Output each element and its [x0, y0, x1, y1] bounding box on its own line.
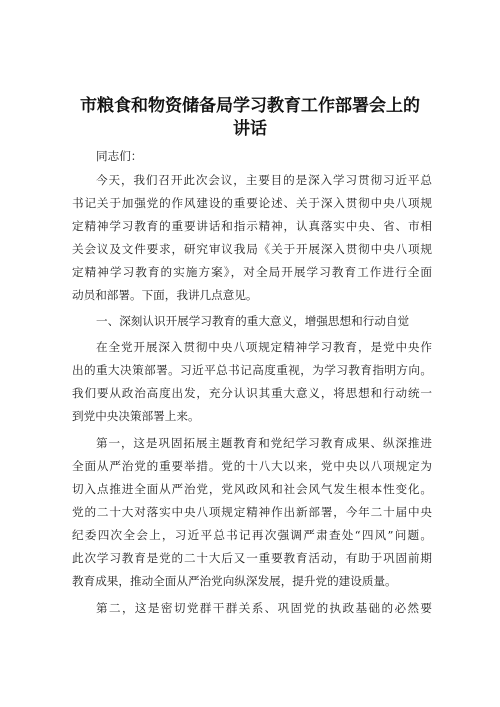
paragraph-line: 定精神学习教育的重要讲话和指示精神，认真落实中央、省、市相	[72, 219, 432, 233]
paragraph-line: 党的二十大对落实中央八项规定精神作出新部署，今年二十届中央	[72, 505, 432, 519]
paragraph-line: 今天，我们召开此次会议，主要目的是深入学习贯彻习近平总	[96, 173, 432, 187]
paragraph-line: 第一，这是巩固拓展主题教育和党纪学习教育成果、纵深推进	[96, 436, 432, 450]
paragraph-line: 定精神学习教育的实施方案》，对全局开展学习教育工作进行全面	[72, 265, 432, 279]
paragraph-line: 出的重大决策部署。习近平总书记高度重视，为学习教育指明方向。	[72, 363, 432, 377]
paragraph-line: 此次学习教育是党的二十大后又一重要教育活动，有助于巩固前期	[72, 551, 432, 565]
paragraph-line: 全面从严治党的重要举措。党的十八大以来，党中央以八项规定为	[72, 459, 432, 473]
paragraph-line: 切入点推进全面从严治党，党风政风和社会风气发生根本性变化。	[72, 482, 432, 496]
document-title-line-2: 讲话	[233, 119, 267, 139]
paragraph-line: 在全党开展深入贯彻中央八项规定精神学习教育，是党中央作	[96, 340, 432, 354]
paragraph-line: 书记关于加强党的作风建设的重要论述、关于深入贯彻中央八项规	[72, 196, 432, 210]
paragraph-line: 到党中央决策部署上来。	[72, 409, 200, 423]
section-heading: 一、深刻认识开展学习教育的重大意义，增强思想和行动自觉	[96, 314, 410, 328]
paragraph-line: 第二，这是密切党群干群关系、巩固党的执政基础的必然要	[96, 601, 432, 615]
greeting: 同志们：	[96, 149, 143, 163]
paragraph-line: 我们要从政治高度出发，充分认识其重大意义，将思想和行动统一	[72, 386, 432, 400]
paragraph-line: 纪委四次全会上，习近平总书记再次强调严肃查处“四风”问题。	[72, 528, 432, 542]
document-title-line-1: 市粮食和物资储备局学习教育工作部署会上的	[80, 96, 420, 116]
paragraph-line: 动员和部署。下面，我讲几点意见。	[72, 288, 258, 302]
paragraph-line: 教育成果，推动全面从严治党向纵深发展，提升党的建设质量。	[72, 574, 397, 588]
paragraph-line: 关会议及文件要求，研究审议我局《关于开展深入贯彻中央八项规	[72, 242, 432, 256]
